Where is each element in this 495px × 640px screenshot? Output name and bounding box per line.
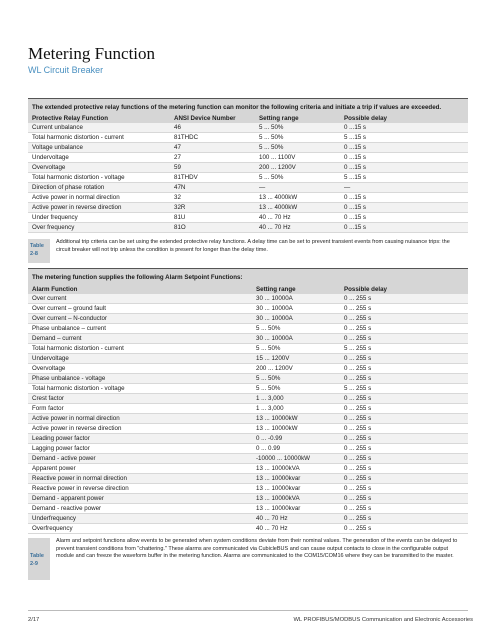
table-cell: 5 ... 50%: [256, 375, 281, 382]
table-cell: 81O: [174, 224, 186, 231]
table-cell: 13 ... 10000kW: [256, 415, 298, 422]
table-cell: 5 ...15 s: [344, 174, 367, 181]
table-row: [28, 193, 468, 203]
table-cell: 0 ... 255 s: [344, 515, 372, 522]
table-row: [28, 334, 468, 344]
table-cell: Undervoltage: [32, 154, 69, 161]
alarm-note-text: Alarm and setpoint functions allow events to be generated when system conditions deviate from their nominal values. The generation of the events can be delayed to prevent transient conditions from "chattering." These alarms are communicated via CubicleBUS and can cause output contacts to close in the configurable output module and can freeze the waveform buffer in the metering function. Alarms are communicated to the COM15/COM16 where they can be transmitted to the master.: [56, 538, 458, 559]
table-cell: 32: [174, 194, 181, 201]
page-title: Metering Function: [28, 44, 156, 63]
table-cell: 40 ... 70 Hz: [259, 224, 291, 231]
table-cell: 0 ...15 s: [344, 124, 367, 131]
table-cell: —: [344, 184, 351, 191]
table-cell: 15 ... 1200V: [256, 355, 290, 362]
table-cell: 0 ... 255 s: [344, 505, 372, 512]
table-cell: 46: [174, 124, 181, 131]
table-cell: Direction of phase rotation: [32, 184, 105, 191]
table-cell: Voltage unbalance: [32, 144, 83, 151]
table-cell: Apparent power: [32, 465, 76, 472]
table-row: [28, 484, 468, 494]
table-row: [28, 294, 468, 304]
table-cell: 5 ... 50%: [256, 385, 281, 392]
page-number: 2/17: [28, 617, 40, 623]
table-cell: 5 ... 50%: [259, 124, 284, 131]
table-cell: 200 ... 1200V: [256, 365, 293, 372]
footer-text: WL PROFIBUS/MODBUS Communication and Electronic Accessories: [293, 617, 473, 623]
table-cell: Leading power factor: [32, 435, 90, 442]
table-row: [28, 394, 468, 404]
table-row: [28, 213, 468, 223]
table-cell: 0 ...15 s: [344, 214, 367, 221]
table-cell: 0 ... 255 s: [344, 415, 372, 422]
table-row: [28, 474, 468, 484]
table-cell: 5 ... 50%: [259, 174, 284, 181]
table-cell: 0 ... 255 s: [344, 365, 372, 372]
table-cell: 40 ... 70 Hz: [256, 525, 288, 532]
table-cell: Demand - reactive power: [32, 505, 102, 512]
table-cell: 32R: [174, 204, 186, 211]
table-cell: Active power in normal direction: [32, 194, 120, 201]
table-row: [28, 444, 468, 454]
table-cell: 0 ... 255 s: [344, 425, 372, 432]
table-cell: 5 ... 50%: [256, 325, 281, 332]
table-cell: 59: [174, 164, 181, 171]
table-row: [28, 404, 468, 414]
table-cell: 13 ... 10000kvar: [256, 485, 301, 492]
table-cell: 5 ...15 s: [344, 134, 367, 141]
table-cell: 13 ... 10000kvar: [256, 505, 301, 512]
alarm-table-body: [28, 294, 468, 534]
table-cell: Phase unbalance – current: [32, 325, 106, 332]
table-row: [28, 504, 468, 514]
table-cell: Reactive power in reverse direction: [32, 485, 129, 492]
table-cell: 30 ... 10000A: [256, 315, 293, 322]
table-cell: Total harmonic distortion - current: [32, 134, 124, 141]
relay-note-text: Additional trip criteria can be set using the extended protective relay functions. A delay time can be set to prevent transient events from causing nuisance trips: the circuit breaker will not trip unless the condition is present for longer than the delay time.: [56, 239, 450, 253]
table-row: [28, 374, 468, 384]
relay-section: [28, 98, 468, 263]
relay-col-delay: Possible delay: [344, 114, 387, 122]
table-cell: 0 ...15 s: [344, 224, 367, 231]
table-cell: 0 ... -0.99: [256, 435, 283, 442]
table-cell: Current unbalance: [32, 124, 83, 131]
relay-table-header: [28, 113, 468, 123]
table-cell: 0 ... 255 s: [344, 485, 372, 492]
page-subtitle: WL Circuit Breaker: [28, 65, 104, 75]
table-cell: 30 ... 10000A: [256, 305, 293, 312]
table-row: [28, 163, 468, 173]
table-cell: Overvoltage: [32, 164, 66, 171]
relay-col-ansi: ANSI Device Number: [174, 114, 236, 122]
table-cell: Active power in reverse direction: [32, 204, 122, 211]
table-cell: 13 ... 10000kW: [256, 425, 298, 432]
table-cell: 40 ... 70 Hz: [259, 214, 291, 221]
table-cell: Under frequency: [32, 214, 78, 221]
alarm-col-delay: Possible delay: [344, 285, 387, 293]
table-cell: 200 ... 1200V: [259, 164, 296, 171]
table-cell: Demand – current: [32, 335, 82, 342]
table-cell: 5 ... 255 s: [344, 385, 372, 392]
table-cell: 0 ... 255 s: [344, 465, 372, 472]
table-cell: 0 ... 255 s: [344, 355, 372, 362]
table-cell: 81THDV: [174, 174, 198, 181]
table-row: [28, 123, 468, 133]
table-cell: 13 ... 4000kW: [259, 204, 298, 211]
alarm-intro: The metering function supplies the following Alarm Setpoint Functions:: [28, 268, 468, 284]
table-row: [28, 223, 468, 233]
table-cell: 0 ... 255 s: [344, 455, 372, 462]
table-row: [28, 414, 468, 424]
alarm-note: [28, 538, 468, 580]
table-row: [28, 354, 468, 364]
table-cell: —: [259, 184, 266, 191]
table-row: [28, 344, 468, 354]
relay-col-function: Protective Relay Function: [32, 114, 108, 122]
table-cell: 0 ... 255 s: [344, 335, 372, 342]
alarm-table-header: [28, 284, 468, 294]
table-cell: -10000 ... 10000kW: [256, 455, 311, 462]
table-cell: 0 ... 255 s: [344, 525, 372, 532]
table-cell: 0 ... 255 s: [344, 495, 372, 502]
table-cell: 0 ...15 s: [344, 194, 367, 201]
table-cell: 40 ... 70 Hz: [256, 515, 288, 522]
table-cell: 0 ... 0.99: [256, 445, 281, 452]
table-row: [28, 173, 468, 183]
table-row: [28, 153, 468, 163]
table-row: [28, 183, 468, 193]
relay-col-range: Setting range: [259, 114, 299, 122]
table-cell: 30 ... 10000A: [256, 335, 293, 342]
table-row: [28, 384, 468, 394]
table-row: [28, 464, 468, 474]
table-cell: Total harmonic distortion - voltage: [32, 385, 125, 392]
table-cell: 0 ... 255 s: [344, 315, 372, 322]
table-row: [28, 514, 468, 524]
table-cell: 0 ... 255 s: [344, 375, 372, 382]
table-row: [28, 143, 468, 153]
table-cell: 0 ...15 s: [344, 164, 367, 171]
table-row: [28, 434, 468, 444]
table-cell: 13 ... 4000kW: [259, 194, 298, 201]
table-row: [28, 454, 468, 464]
table-cell: 47N: [174, 184, 186, 191]
table-cell: Phase unbalance - voltage: [32, 375, 106, 382]
table-cell: Active power in normal direction: [32, 415, 120, 422]
alarm-col-range: Setting range: [256, 285, 296, 293]
table-cell: 30 ... 10000A: [256, 295, 293, 302]
table-cell: 13 ... 10000kvar: [256, 475, 301, 482]
table-cell: 0 ...15 s: [344, 144, 367, 151]
table-cell: 0 ...15 s: [344, 154, 367, 161]
table-cell: 0 ... 255 s: [344, 395, 372, 402]
table-cell: Underfrequency: [32, 515, 77, 522]
table-cell: 5 ... 50%: [259, 144, 284, 151]
relay-intro: The extended protective relay functions of the metering function can monitor the following criteria and initiate a trip if values are exceeded.: [28, 98, 468, 113]
table-row: [28, 524, 468, 534]
table-tag-2-9: Table 2-9: [28, 538, 50, 580]
table-cell: 13 ... 10000kVA: [256, 495, 300, 502]
table-cell: 0 ...15 s: [344, 204, 367, 211]
alarm-section: [28, 268, 468, 580]
table-cell: Over frequency: [32, 224, 75, 231]
table-cell: 13 ... 10000kVA: [256, 465, 300, 472]
table-cell: Crest factor: [32, 395, 64, 402]
table-cell: 81THDC: [174, 134, 199, 141]
table-cell: Over current: [32, 295, 67, 302]
table-row: [28, 203, 468, 213]
table-cell: 5 ... 255 s: [344, 345, 372, 352]
table-cell: Total harmonic distortion - voltage: [32, 174, 125, 181]
table-row: [28, 424, 468, 434]
table-row: [28, 133, 468, 143]
table-row: [28, 304, 468, 314]
table-cell: Demand - active power: [32, 455, 96, 462]
table-cell: Total harmonic distortion - current: [32, 345, 124, 352]
table-tag-2-8: Table 2-8: [28, 239, 50, 263]
table-cell: Lagging power factor: [32, 445, 90, 452]
table-cell: Form factor: [32, 405, 64, 412]
table-cell: Over current – ground fault: [32, 305, 106, 312]
table-row: [28, 364, 468, 374]
table-cell: 5 ... 50%: [259, 134, 284, 141]
table-cell: 1 ... 3,000: [256, 395, 284, 402]
table-cell: 0 ... 255 s: [344, 295, 372, 302]
table-cell: 27: [174, 154, 181, 161]
table-cell: 100 ... 1100V: [259, 154, 296, 161]
alarm-col-function: Alarm Function: [32, 285, 78, 293]
table-cell: Overfrequency: [32, 525, 73, 532]
table-cell: 0 ... 255 s: [344, 445, 372, 452]
footer-divider: [28, 610, 468, 611]
table-cell: 47: [174, 144, 181, 151]
table-cell: 0 ... 255 s: [344, 305, 372, 312]
table-cell: 0 ... 255 s: [344, 405, 372, 412]
table-cell: Overvoltage: [32, 365, 66, 372]
table-cell: 1 ... 3,000: [256, 405, 284, 412]
table-cell: Demand - apparent power: [32, 495, 104, 502]
table-cell: 0 ... 255 s: [344, 475, 372, 482]
table-cell: Reactive power in normal direction: [32, 475, 127, 482]
table-row: [28, 314, 468, 324]
table-row: [28, 494, 468, 504]
table-cell: Undervoltage: [32, 355, 69, 362]
table-cell: 5 ... 50%: [256, 345, 281, 352]
relay-table-body: [28, 123, 468, 233]
table-cell: 0 ... 255 s: [344, 435, 372, 442]
relay-note: [28, 239, 468, 263]
table-row: [28, 324, 468, 334]
table-cell: 81U: [174, 214, 186, 221]
table-cell: 0 ... 255 s: [344, 325, 372, 332]
table-cell: Over current – N-conductor: [32, 315, 107, 322]
table-cell: Active power in reverse direction: [32, 425, 122, 432]
